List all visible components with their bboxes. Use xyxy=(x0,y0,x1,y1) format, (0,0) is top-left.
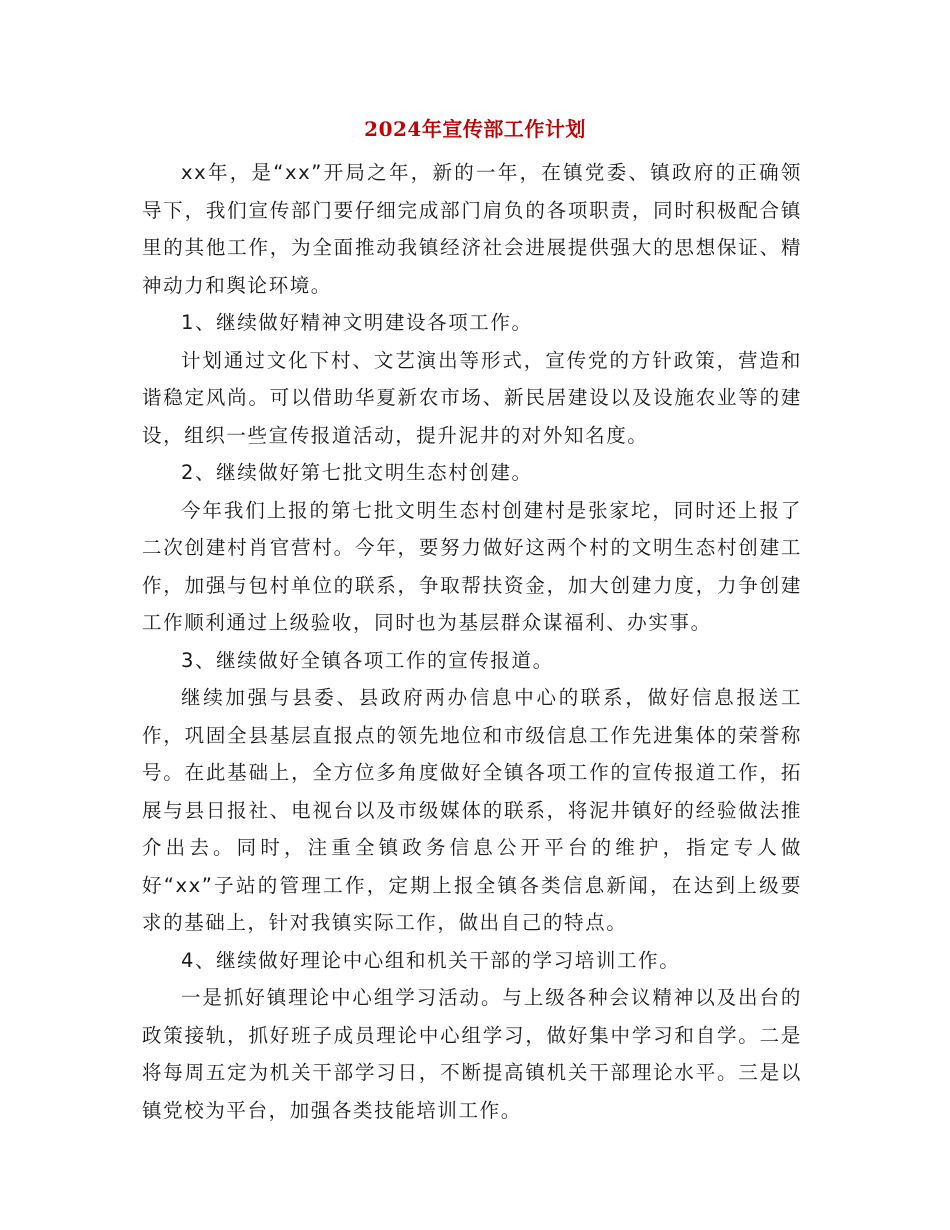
paragraph-section-3: 继续加强与县委、县政府两办信息中心的联系，做好信息报送工作，巩固全县基层直报点的领先地位和市级信息工作先进集体的荣誉称号。在此基础上，全方位多角度做好全镇各项工作的宣传报道工作，拓展与县日报社、电视台以及市级媒体的联系，将泥井镇好的经验做法推介出去。同时，注重全镇政务信息公开平台的维护，指定专人做好“xx”子站的管理工作，定期上报全镇各类信息新闻，在达到上级要求的基础上，针对我镇实际工作，做出自己的特点。 xyxy=(142,686,802,934)
paragraph-intro: xx年，是“xx”开局之年，新的一年，在镇党委、镇政府的正确领导下，我们宣传部门要仔细完成部门肩负的各项职责，同时积极配合镇里的其他工作，为全面推动我镇经济社会进展提供强大的思想保证、精神动力和舆论环境。 xyxy=(142,161,802,297)
section-heading-4: 4、继续做好理论中心组和机关干部的学习培训工作。 xyxy=(181,948,681,972)
document-title: 2024年宣传部工作计划 xyxy=(364,117,586,141)
paragraph-section-1: 计划通过文化下村、文艺演出等形式，宣传党的方针政策，营造和谐稳定风尚。可以借助华夏新农市场、新民居建设以及设施农业等的建设，组织一些宣传报道活动，提升泥井的对外知名度。 xyxy=(142,348,802,447)
document-body xyxy=(142,154,802,1129)
section-heading-1: 1、继续做好精神文明建设各项工作。 xyxy=(181,311,533,334)
paragraph-section-4: 一是抓好镇理论中心组学习活动。与上级各种会议精神以及出台的政策接轨，抓好班子成员理论中心组学习，做好集中学习和自学。二是将每周五定为机关干部学习日，不断提高镇机关干部理论水平。三是以镇党校为平台，加强各类技能培训工作。 xyxy=(142,986,802,1122)
section-heading-2: 2、继续做好第七批文明生态村创建。 xyxy=(181,461,533,484)
section-heading-3: 3、继续做好全镇各项工作的宣传报道。 xyxy=(181,648,554,672)
paragraph-section-2: 今年我们上报的第七批文明生态村创建村是张家坨，同时还上报了二次创建村肖官营村。今年，要努力做好这两个村的文明生态村创建工作，加强与包村单位的联系，争取帮扶资金，加大创建力度，力争创建工作顺利通过上级验收，同时也为基层群众谋福利、办实事。 xyxy=(142,498,802,634)
